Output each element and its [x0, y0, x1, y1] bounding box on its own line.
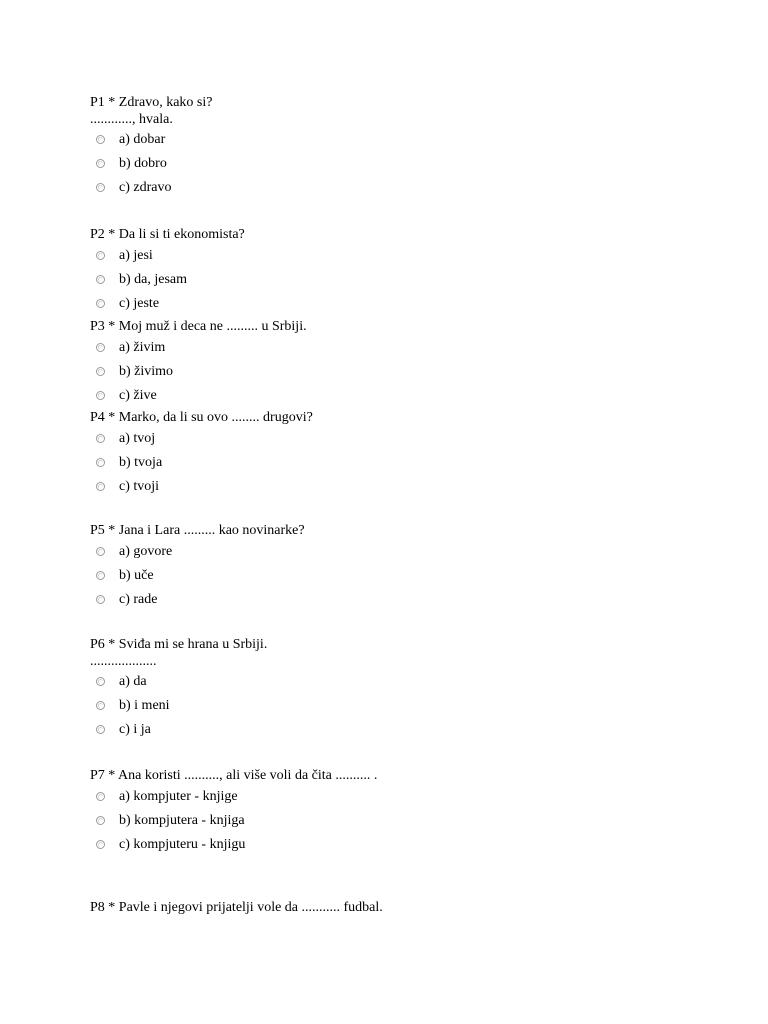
answer-option[interactable]: [90, 360, 730, 384]
question-4: [90, 409, 730, 499]
answer-option[interactable]: [90, 540, 730, 564]
option-label: c) i ja: [119, 722, 151, 737]
option-label: c) rade: [119, 592, 158, 607]
radio-button-icon[interactable]: [96, 367, 105, 376]
option-label: a) jesi: [119, 248, 153, 263]
radio-button-icon[interactable]: [96, 482, 105, 491]
radio-button-icon[interactable]: [96, 299, 105, 308]
option-label: b) tvoja: [119, 455, 163, 470]
question-text: P4 * Marko, da li su ovo ........ drugovi?: [90, 410, 313, 425]
question-8: [90, 899, 730, 917]
option-label: a) kompjuter - knjige: [119, 789, 238, 804]
answer-option[interactable]: [90, 475, 730, 499]
option-label: c) zdravo: [119, 180, 172, 195]
radio-button-icon[interactable]: [96, 434, 105, 443]
answer-option[interactable]: [90, 451, 730, 475]
radio-button-icon[interactable]: [96, 840, 105, 849]
radio-button-icon[interactable]: [96, 595, 105, 604]
radio-button-icon[interactable]: [96, 677, 105, 686]
option-label: a) govore: [119, 544, 173, 559]
question-7: [90, 767, 730, 857]
question-prompt: ...................: [90, 654, 157, 669]
radio-button-icon[interactable]: [96, 571, 105, 580]
question-3: [90, 318, 730, 408]
question-text: P5 * Jana i Lara ......... kao novinarke?: [90, 523, 305, 538]
answer-option[interactable]: [90, 128, 730, 152]
radio-button-icon[interactable]: [96, 275, 105, 284]
question-prompt: ............, hvala.: [90, 112, 173, 127]
option-label: a) živim: [119, 340, 166, 355]
question-6: [90, 636, 730, 742]
radio-button-icon[interactable]: [96, 183, 105, 192]
option-label: a) dobar: [119, 132, 166, 147]
option-label: b) dobro: [119, 156, 167, 171]
radio-button-icon[interactable]: [96, 458, 105, 467]
radio-button-icon[interactable]: [96, 343, 105, 352]
answer-option[interactable]: [90, 268, 730, 292]
option-label: c) kompjuteru - knjigu: [119, 837, 246, 852]
option-label: a) da: [119, 674, 147, 689]
answer-option[interactable]: [90, 694, 730, 718]
answer-option[interactable]: [90, 336, 730, 360]
answer-option[interactable]: [90, 718, 730, 742]
radio-button-icon[interactable]: [96, 816, 105, 825]
question-1: [90, 94, 730, 200]
radio-button-icon[interactable]: [96, 135, 105, 144]
radio-button-icon[interactable]: [96, 159, 105, 168]
answer-option[interactable]: [90, 244, 730, 268]
question-text: P7 * Ana koristi .........., ali više voli da čita .......... .: [90, 768, 378, 783]
question-text: P6 * Sviđa mi se hrana u Srbiji.: [90, 637, 268, 652]
radio-button-icon[interactable]: [96, 725, 105, 734]
option-label: b) živimo: [119, 364, 174, 379]
radio-button-icon[interactable]: [96, 547, 105, 556]
option-label: c) jeste: [119, 296, 160, 311]
answer-option[interactable]: [90, 588, 730, 612]
answer-option[interactable]: [90, 785, 730, 809]
option-label: b) da, jesam: [119, 272, 188, 287]
question-text: P2 * Da li si ti ekonomista?: [90, 227, 245, 242]
question-5: [90, 522, 730, 612]
option-label: b) uče: [119, 568, 154, 583]
answer-option[interactable]: [90, 564, 730, 588]
option-label: c) tvoji: [119, 479, 160, 494]
question-2: [90, 226, 730, 316]
radio-button-icon[interactable]: [96, 792, 105, 801]
question-text: P8 * Pavle i njegovi prijatelji vole da ........... fudbal.: [90, 900, 383, 915]
question-text: P3 * Moj muž i deca ne ......... u Srbiji.: [90, 319, 307, 334]
option-label: b) kompjutera - knjiga: [119, 813, 245, 828]
option-label: a) tvoj: [119, 431, 156, 446]
answer-option[interactable]: [90, 384, 730, 408]
option-label: b) i meni: [119, 698, 170, 713]
answer-option[interactable]: [90, 176, 730, 200]
answer-option[interactable]: [90, 809, 730, 833]
answer-option[interactable]: [90, 292, 730, 316]
radio-button-icon[interactable]: [96, 701, 105, 710]
radio-button-icon[interactable]: [96, 251, 105, 260]
radio-button-icon[interactable]: [96, 391, 105, 400]
question-text: P1 * Zdravo, kako si?: [90, 95, 213, 110]
answer-option[interactable]: [90, 152, 730, 176]
answer-option[interactable]: [90, 670, 730, 694]
answer-option[interactable]: [90, 427, 730, 451]
answer-option[interactable]: [90, 833, 730, 857]
option-label: c) žive: [119, 388, 157, 403]
